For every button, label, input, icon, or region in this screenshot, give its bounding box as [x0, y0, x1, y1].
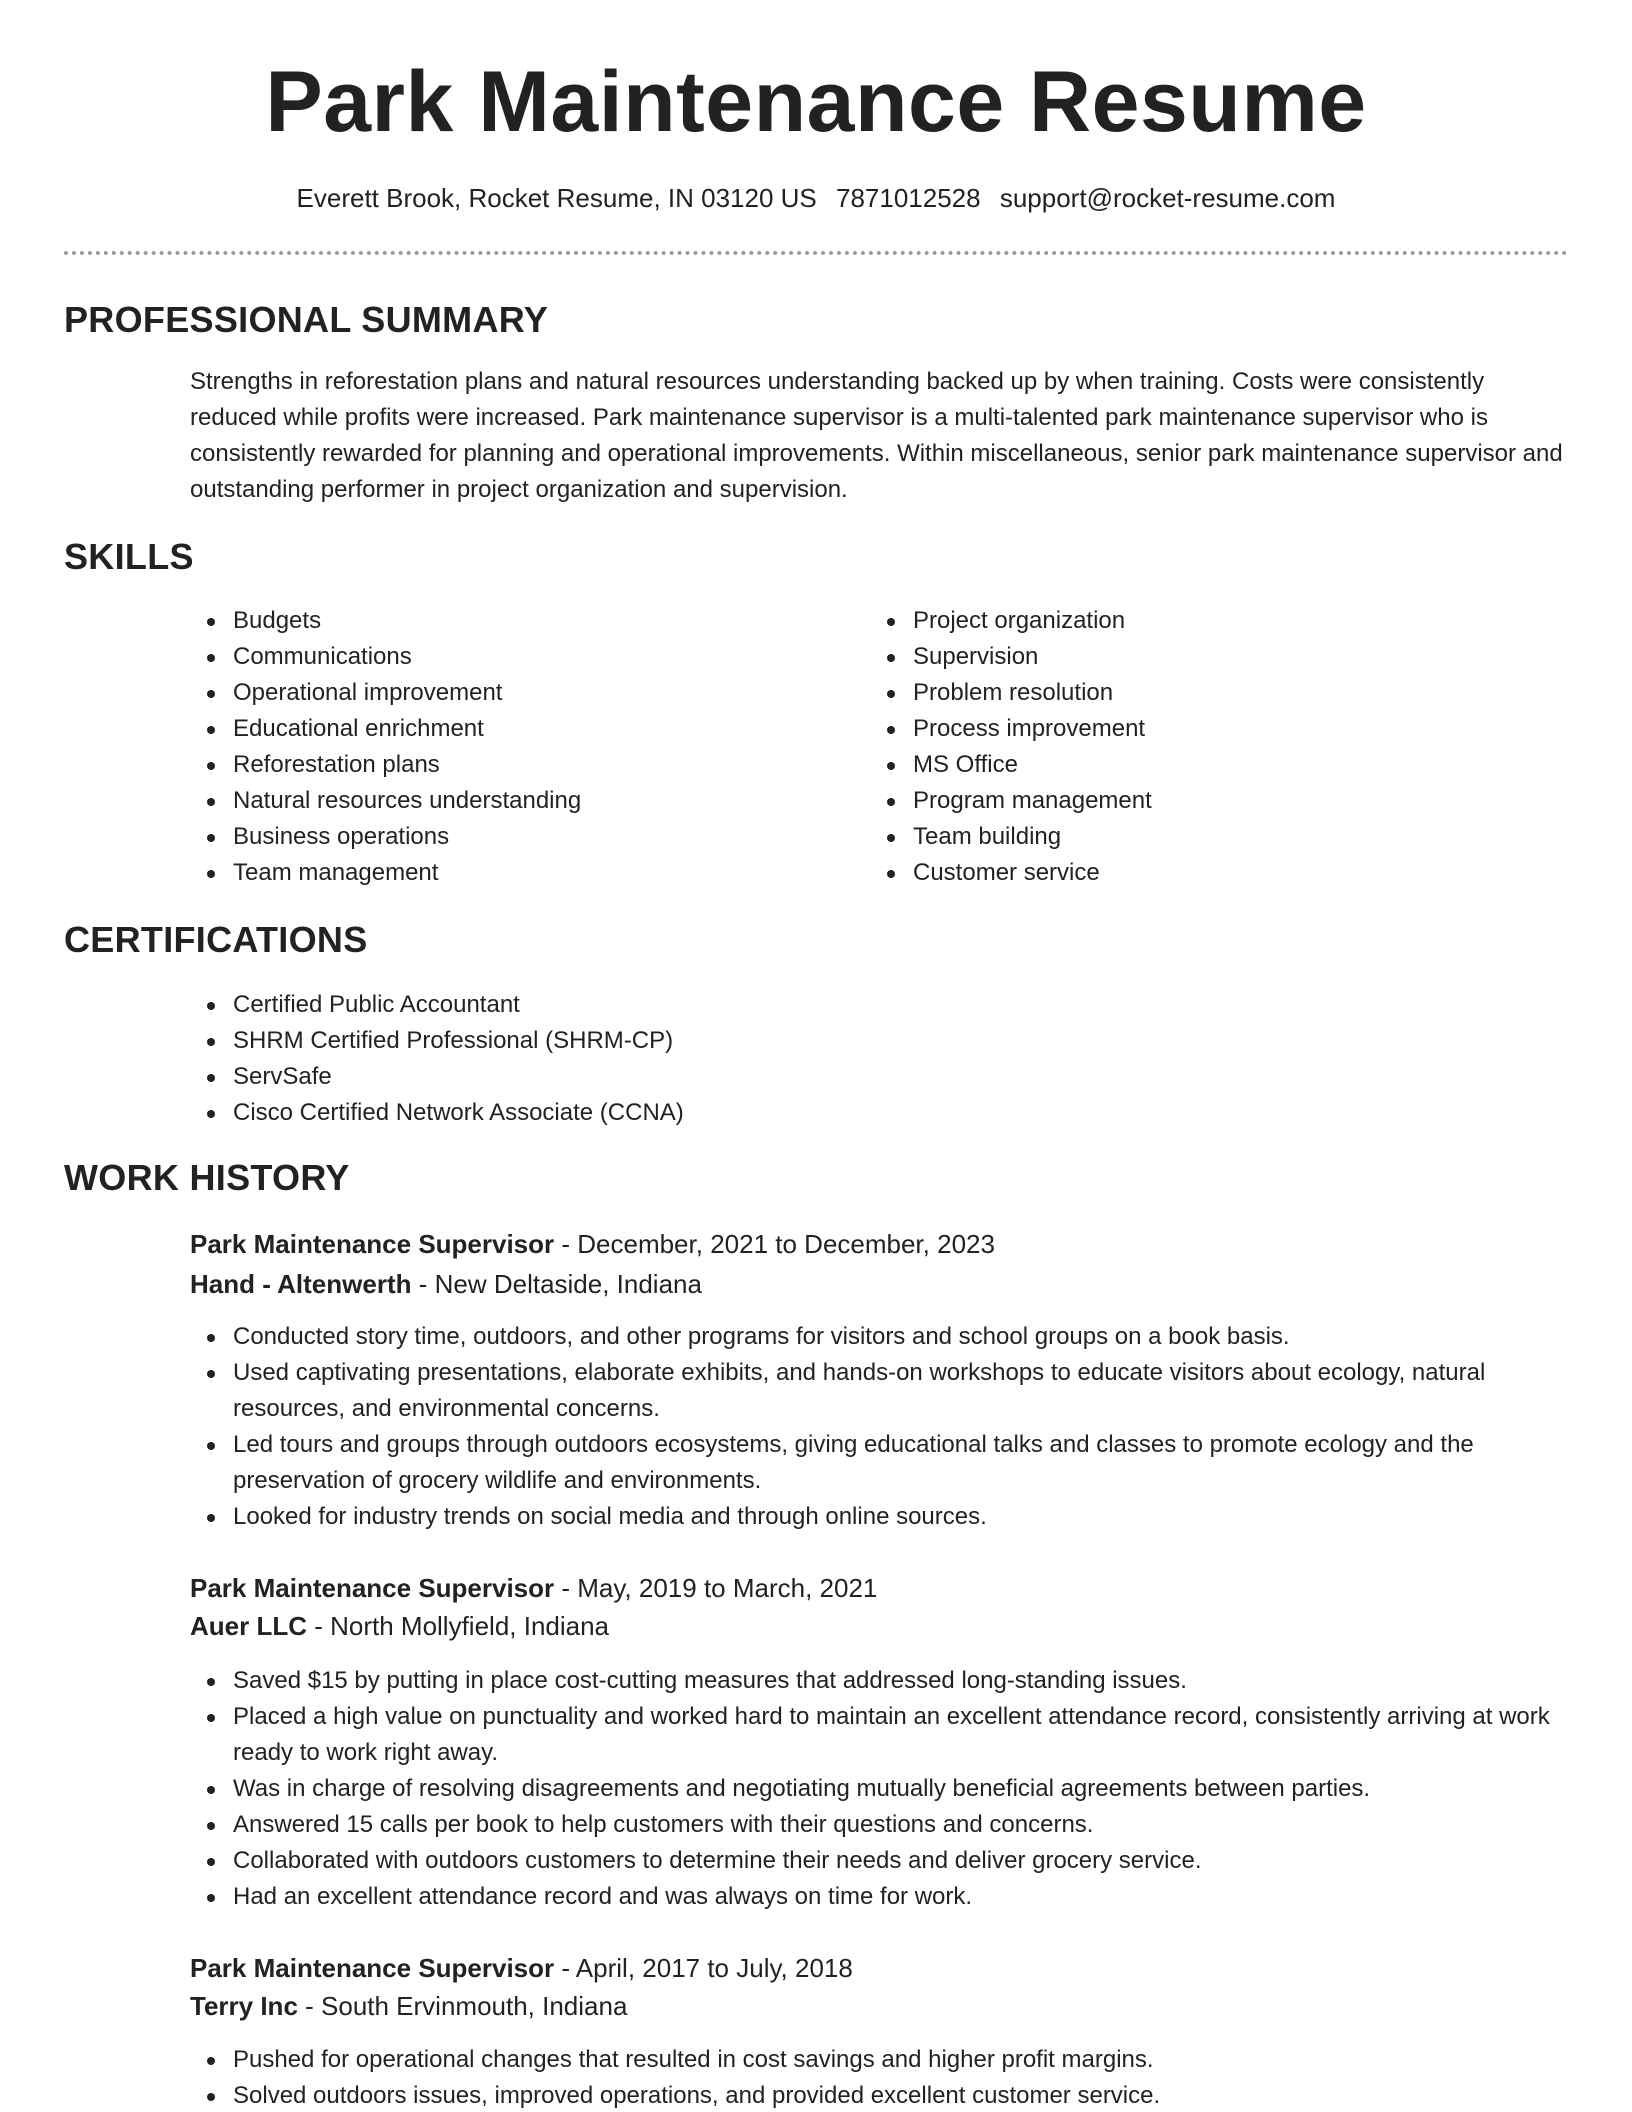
job-title-line: [190, 1949, 853, 1987]
job-company-line: [190, 1265, 702, 1303]
work-history-heading: WORK HISTORY: [64, 1157, 350, 1198]
certification-item: ServSafe: [190, 1059, 1090, 1095]
skill-item: Operational improvement: [190, 675, 790, 711]
job-title-line: [190, 1225, 995, 1263]
skill-item: Team management: [190, 855, 790, 891]
job-company: Hand - Altenwerth: [190, 1269, 412, 1299]
skills-heading: SKILLS: [64, 536, 194, 577]
skill-item: Team building: [870, 819, 1470, 855]
job-location: - New Deltaside, Indiana: [411, 1269, 702, 1299]
job-dates: - December, 2021 to December, 2023: [554, 1229, 995, 1259]
skill-item: Customer service: [870, 855, 1470, 891]
certifications-list: [190, 987, 1090, 1131]
duty-item: Solved outdoors issues, improved operations, and provided excellent customer service.: [190, 2078, 1568, 2112]
duty-item: Was in charge of resolving disagreements and negotiating mutually beneficial agreements between parties.: [190, 1771, 1568, 1807]
duty-item: Used captivating presentations, elaborate exhibits, and hands-on workshops to educate visitors about ecology, natural resources, and environmental concerns.: [190, 1355, 1568, 1427]
duty-item: Collaborated with outdoors customers to determine their needs and deliver grocery service.: [190, 1843, 1568, 1879]
job-location: - North Mollyfield, Indiana: [307, 1611, 610, 1641]
duty-item: Conducted story time, outdoors, and other programs for visitors and school groups on a book basis.: [190, 1319, 1568, 1355]
job-location: - South Ervinmouth, Indiana: [297, 1991, 628, 2021]
certification-item: Cisco Certified Network Associate (CCNA): [190, 1095, 1090, 1131]
duty-item: Pushed for operational changes that resulted in cost savings and higher profit margins.: [190, 2042, 1568, 2078]
skill-item: Budgets: [190, 603, 790, 639]
skill-item: MS Office: [870, 747, 1470, 783]
job-title: Park Maintenance Supervisor: [190, 1229, 555, 1259]
skill-item: Reforestation plans: [190, 747, 790, 783]
duty-item: Saved $15 by putting in place cost-cutting measures that addressed long-standing issues.: [190, 1663, 1568, 1699]
job-title: Park Maintenance Supervisor: [190, 1953, 555, 1983]
job-company-line: [190, 1607, 609, 1645]
duty-item: Led tours and groups through outdoors ecosystems, giving educational talks and classes to promote ecology and the preservation of grocery wildlife and environments.: [190, 1427, 1568, 1499]
skill-item: Communications: [190, 639, 790, 675]
job-company: Terry Inc: [190, 1991, 298, 2021]
contact-phone: 7871012528: [836, 183, 981, 213]
duty-item: Answered 15 calls per book to help customers with their questions and concerns.: [190, 1807, 1568, 1843]
skill-item: Program management: [870, 783, 1470, 819]
job-title: Park Maintenance Supervisor: [190, 1573, 555, 1603]
header-divider: [64, 251, 1568, 255]
duty-item: Placed a high value on punctuality and worked hard to maintain an excellent attendance record, consistently arriving at work ready to work right away.: [190, 1699, 1568, 1771]
certification-item: Certified Public Accountant: [190, 987, 1090, 1023]
certifications-heading: CERTIFICATIONS: [64, 919, 368, 960]
job-duties-list: [190, 1319, 1568, 1535]
skill-item: Supervision: [870, 639, 1470, 675]
skill-item: Natural resources understanding: [190, 783, 790, 819]
summary-text: Strengths in reforestation plans and natural resources understanding backed up by when training. Costs were consistently reduced while profits were increased. Park maintenance supervisor is a multi-talented park maintenance supervisor who is consistently rewarded for planning and operational improvements. Within miscellaneous, senior park maintenance supervisor and outstanding performer in project organization and supervision.: [190, 368, 1563, 503]
contact-email: support@rocket-resume.com: [999, 183, 1336, 213]
job-duties-list: [190, 2042, 1568, 2112]
resume-title: Park Maintenance Resume: [265, 54, 1367, 150]
job-dates: - April, 2017 to July, 2018: [554, 1953, 853, 1983]
job-dates: - May, 2019 to March, 2021: [554, 1573, 878, 1603]
duty-item: Had an excellent attendance record and was always on time for work.: [190, 1879, 1568, 1915]
skill-item: Process improvement: [870, 711, 1470, 747]
job-title-line: [190, 1569, 877, 1607]
duty-item: Looked for industry trends on social media and through online sources.: [190, 1499, 1568, 1535]
skill-item: Problem resolution: [870, 675, 1470, 711]
certification-item: SHRM Certified Professional (SHRM-CP): [190, 1023, 1090, 1059]
skill-item: Business operations: [190, 819, 790, 855]
summary-heading: PROFESSIONAL SUMMARY: [64, 299, 549, 340]
job-company: Auer LLC: [190, 1611, 307, 1641]
resume-page: [64, 0, 1568, 2112]
skill-item: Educational enrichment: [190, 711, 790, 747]
skills-list-left: [190, 603, 790, 891]
job-company-line: [190, 1987, 627, 2025]
contact-address: Everett Brook, Rocket Resume, IN 03120 US: [296, 183, 817, 213]
skill-item: Project organization: [870, 603, 1470, 639]
skills-list-right: [870, 603, 1470, 891]
contact-line: [64, 180, 1568, 216]
job-duties-list: [190, 1663, 1568, 1915]
